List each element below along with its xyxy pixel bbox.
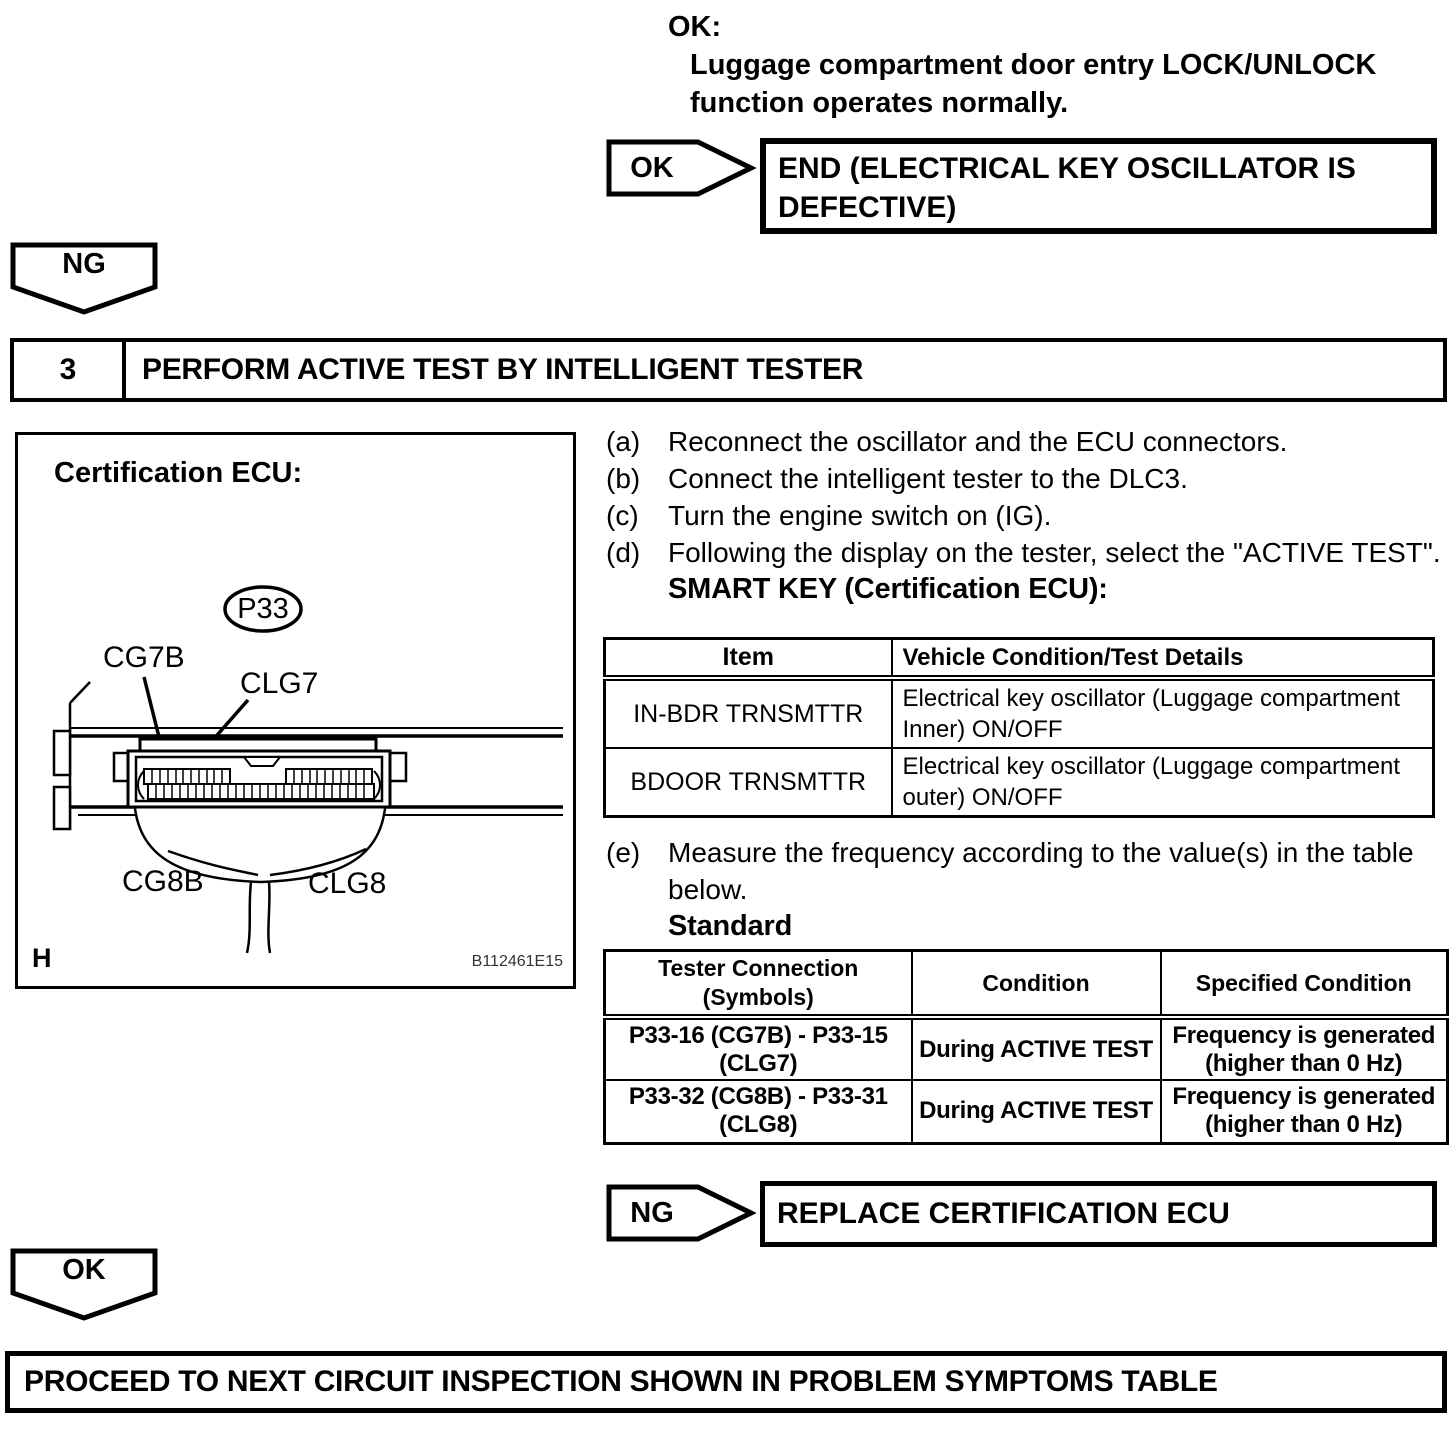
pin-label-clg8: CLG8	[308, 867, 387, 900]
table-cell: IN-BDR TRNSMTTR	[605, 678, 892, 748]
ok-result-note	[668, 8, 1376, 122]
ng-arrow-label: NG	[630, 1196, 674, 1229]
step3-header	[10, 338, 1447, 402]
table-header-cell: Vehicle Condition/Test Details	[892, 639, 1434, 679]
pin-label-clg7: CLG7	[240, 667, 319, 700]
ok-arrow-label: OK	[630, 151, 674, 184]
table-header-cell: Tester Connection (Symbols)	[605, 951, 912, 1018]
ok-arrow	[606, 139, 756, 204]
proceed-bar	[5, 1351, 1447, 1413]
table-row	[605, 1017, 1448, 1080]
replace-result-box	[760, 1181, 1437, 1247]
instruction-text: Following the display on the tester, select the "ACTIVE TEST".	[668, 537, 1441, 568]
table-cell: P33-16 (CG7B) - P33-15 (CLG7)	[605, 1017, 912, 1080]
table-cell: Frequency is generated (higher than 0 Hz)	[1161, 1080, 1448, 1143]
instruction-label: (d)	[606, 537, 641, 568]
step-title: PERFORM ACTIVE TEST BY INTELLIGENT TESTER	[142, 353, 864, 386]
table-cell: Electrical key oscillator (Luggage compartment outer) ON/OFF	[892, 748, 1434, 817]
table-cell: P33-32 (CG8B) - P33-31 (CLG8)	[605, 1080, 912, 1143]
ng-banner	[10, 242, 158, 321]
table-row	[605, 678, 1434, 748]
ok-banner	[10, 1248, 158, 1327]
instruction-label: (c)	[606, 500, 639, 531]
instruction-list	[606, 423, 1451, 608]
table-cell: During ACTIVE TEST	[912, 1080, 1161, 1143]
instruction-text: Turn the engine switch on (IG).	[668, 500, 1052, 531]
replace-result-text: REPLACE CERTIFICATION ECU	[777, 1197, 1230, 1230]
ok-note-heading: OK:	[668, 11, 722, 43]
ok-note-line: Luggage compartment door entry LOCK/UNLOCK	[690, 49, 1377, 81]
step-number: 3	[14, 342, 126, 398]
ecu-figure	[15, 432, 576, 989]
pin-label-cg7b: CG7B	[103, 641, 185, 674]
table-row	[605, 748, 1434, 817]
ng-banner-label: NG	[62, 248, 106, 280]
proceed-bar-text: PROCEED TO NEXT CIRCUIT INSPECTION SHOWN IN PROBLEM SYMPTOMS TABLE	[24, 1365, 1218, 1398]
table-header-row	[605, 639, 1434, 679]
standard-table	[603, 949, 1449, 1145]
instruction-item	[606, 423, 1451, 460]
table-cell: Electrical key oscillator (Luggage compartment Inner) ON/OFF	[892, 678, 1434, 748]
ok-note-line: function operates normally.	[690, 87, 1069, 119]
smart-key-table	[603, 637, 1435, 818]
smart-key-heading: SMART KEY (Certification ECU):	[668, 573, 1108, 605]
instruction-text: Reconnect the oscillator and the ECU connectors.	[668, 426, 1288, 457]
table-header-cell: Specified Condition	[1161, 951, 1448, 1018]
figure-corner-letter: H	[32, 943, 52, 973]
table-cell: Frequency is generated (higher than 0 Hz)	[1161, 1017, 1448, 1080]
table-row	[605, 1080, 1448, 1143]
end-result-text: END (ELECTRICAL KEY OSCILLATOR IS DEFECTIVE)	[778, 152, 1356, 224]
figure-code: B112461E15	[471, 953, 563, 970]
ecu-connector-art	[18, 435, 573, 986]
connector-id-label: P33	[237, 593, 289, 625]
table-cell: BDOOR TRNSMTTR	[605, 748, 892, 817]
instruction-item	[606, 534, 1451, 571]
instruction-item	[606, 497, 1451, 534]
ng-arrow	[606, 1184, 756, 1249]
instruction-label: (a)	[606, 426, 641, 457]
instruction-item	[606, 460, 1451, 497]
instruction-e-block	[606, 834, 1451, 945]
pin-label-cg8b: CG8B	[122, 865, 204, 898]
table-header-row	[605, 951, 1448, 1018]
instruction-item	[606, 834, 1451, 908]
table-header-cell: Item	[605, 639, 892, 679]
standard-heading: Standard	[668, 910, 793, 942]
ok-banner-label: OK	[62, 1254, 106, 1286]
end-result-box	[760, 138, 1437, 234]
table-cell: During ACTIVE TEST	[912, 1017, 1161, 1080]
instruction-text: Connect the intelligent tester to the DLC3.	[668, 463, 1188, 494]
instruction-text: Measure the frequency according to the value(s) in the table below.	[668, 837, 1414, 905]
figure-caption: Certification ECU:	[54, 457, 303, 489]
instruction-label: (e)	[606, 837, 641, 868]
instruction-label: (b)	[606, 463, 641, 494]
table-header-cell: Condition	[912, 951, 1161, 1018]
